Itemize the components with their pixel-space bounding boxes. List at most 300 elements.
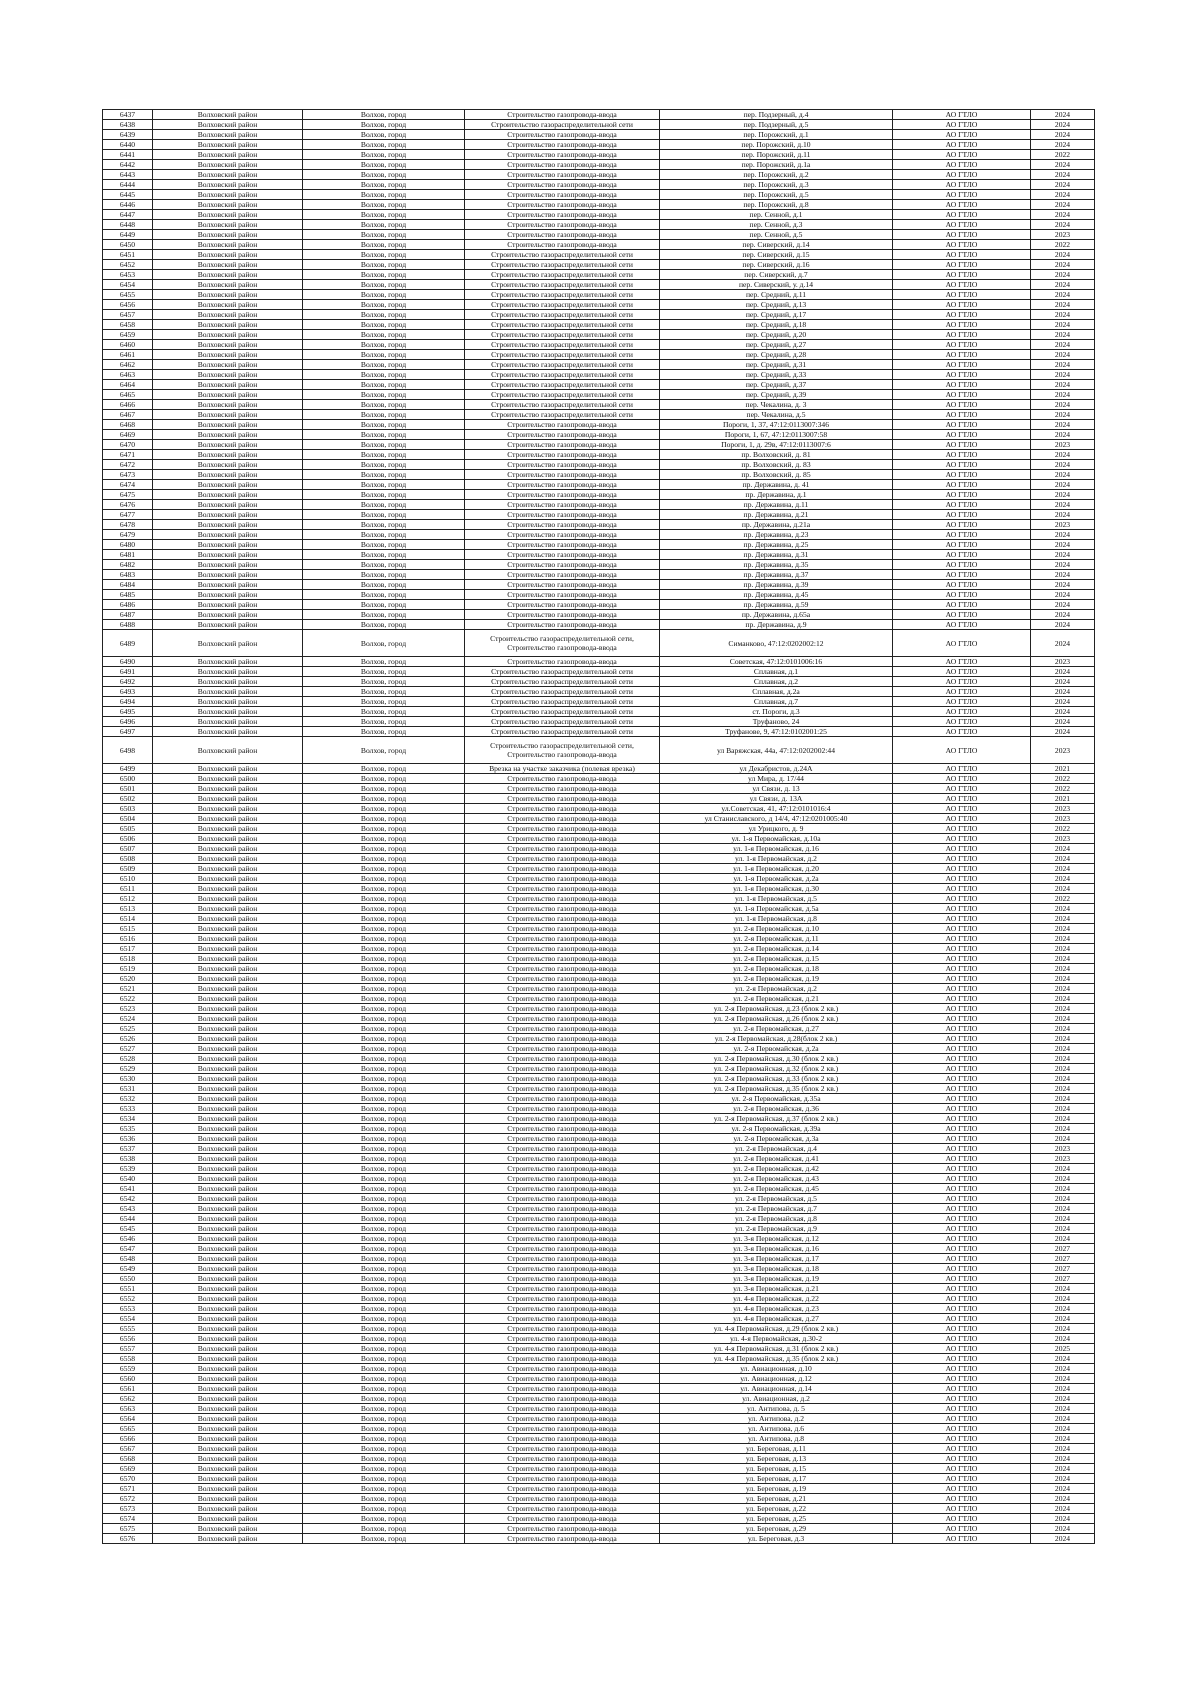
work-type-cell: Строительство газораспределительной сети [465, 717, 660, 727]
address-cell: ул. Авиационная, д.12 [660, 1374, 893, 1384]
work-type-cell: Строительство газопровода-ввода [465, 1114, 660, 1124]
contractor-cell: АО ГТЛО [893, 814, 1031, 824]
address-cell: ул. 2-я Первомайская, д.30 (блок 2 кв.) [660, 1054, 893, 1064]
year-cell: 2024 [1031, 1224, 1095, 1234]
work-type-cell: Строительство газопровода-ввода [465, 560, 660, 570]
locality-cell: Волхов, город [303, 864, 465, 874]
table-row [103, 1504, 1095, 1514]
table-row [103, 400, 1095, 410]
contractor-cell: АО ГТЛО [893, 717, 1031, 727]
work-type-cell: Строительство газопровода-ввода [465, 1534, 660, 1544]
locality-cell: Волхов, город [303, 974, 465, 984]
table-row [103, 1444, 1095, 1454]
district-cell: Волховский район [153, 1174, 303, 1184]
locality-cell: Волхов, город [303, 784, 465, 794]
year-cell: 2024 [1031, 350, 1095, 360]
address-cell: ул. 2-я Первомайская, д.39а [660, 1124, 893, 1134]
year-cell: 2024 [1031, 580, 1095, 590]
table-row [103, 964, 1095, 974]
row-number-cell: 6442 [103, 160, 153, 170]
district-cell: Волховский район [153, 1004, 303, 1014]
table-row [103, 824, 1095, 834]
locality-cell: Волхов, город [303, 1254, 465, 1264]
table-row [103, 924, 1095, 934]
table-row [103, 1534, 1095, 1544]
address-cell: ул. 1-я Первомайская, д.5а [660, 904, 893, 914]
address-cell: пр. Державина, д.45 [660, 590, 893, 600]
year-cell: 2024 [1031, 1174, 1095, 1184]
work-type-cell: Строительство газораспределительной сети [465, 707, 660, 717]
table-row [103, 130, 1095, 140]
year-cell: 2024 [1031, 1194, 1095, 1204]
contractor-cell: АО ГТЛО [893, 500, 1031, 510]
contractor-cell: АО ГТЛО [893, 450, 1031, 460]
address-cell: ул. Авиационная, д.2 [660, 1394, 893, 1404]
district-cell: Волховский район [153, 410, 303, 420]
table-row [103, 1104, 1095, 1114]
district-cell: Волховский район [153, 904, 303, 914]
locality-cell: Волхов, город [303, 1284, 465, 1294]
year-cell: 2024 [1031, 1044, 1095, 1054]
district-cell: Волховский район [153, 1294, 303, 1304]
table-row [103, 520, 1095, 530]
work-type-cell: Строительство газопровода-ввода [465, 140, 660, 150]
district-cell: Волховский район [153, 240, 303, 250]
table-row [103, 844, 1095, 854]
locality-cell: Волхов, город [303, 844, 465, 854]
address-cell: ул. 4-я Первомайская, д.23 [660, 1304, 893, 1314]
district-cell: Волховский район [153, 1264, 303, 1274]
address-cell: пр. Державина, д.65а [660, 610, 893, 620]
year-cell: 2023 [1031, 230, 1095, 240]
contractor-cell: АО ГТЛО [893, 630, 1031, 657]
table-row [103, 410, 1095, 420]
work-type-cell: Строительство газопровода-ввода [465, 1024, 660, 1034]
row-number-cell: 6456 [103, 300, 153, 310]
year-cell: 2024 [1031, 1234, 1095, 1244]
contractor-cell: АО ГТЛО [893, 1534, 1031, 1544]
work-type-cell: Строительство газопровода-ввода [465, 1324, 660, 1334]
district-cell: Волховский район [153, 380, 303, 390]
district-cell: Волховский район [153, 510, 303, 520]
table-row [103, 500, 1095, 510]
year-cell: 2024 [1031, 120, 1095, 130]
district-cell: Волховский район [153, 1334, 303, 1344]
district-cell: Волховский район [153, 677, 303, 687]
row-number-cell: 6518 [103, 954, 153, 964]
row-number-cell: 6570 [103, 1474, 153, 1484]
address-cell: ул. 2-я Первомайская, д.28(блок 2 кв.) [660, 1034, 893, 1044]
year-cell: 2022 [1031, 774, 1095, 784]
row-number-cell: 6458 [103, 320, 153, 330]
table-row [103, 707, 1095, 717]
contractor-cell: АО ГТЛО [893, 1374, 1031, 1384]
contractor-cell: АО ГТЛО [893, 190, 1031, 200]
contractor-cell: АО ГТЛО [893, 1344, 1031, 1354]
table-row [103, 1054, 1095, 1064]
district-cell: Волховский район [153, 390, 303, 400]
contractor-cell: АО ГТЛО [893, 864, 1031, 874]
work-type-cell: Строительство газопровода-ввода [465, 1314, 660, 1324]
row-number-cell: 6543 [103, 1204, 153, 1214]
contractor-cell: АО ГТЛО [893, 420, 1031, 430]
district-cell: Волховский район [153, 1224, 303, 1234]
address-cell: пер. Средний, д.33 [660, 370, 893, 380]
contractor-cell: АО ГТЛО [893, 1184, 1031, 1194]
contractor-cell: АО ГТЛО [893, 1084, 1031, 1094]
work-type-cell: Строительство газопровода-ввода [465, 784, 660, 794]
table-row [103, 380, 1095, 390]
contractor-cell: АО ГТЛО [893, 1264, 1031, 1274]
address-cell: пер. Порожский, д.1а [660, 160, 893, 170]
address-cell: пр. Державина, д.21 [660, 510, 893, 520]
locality-cell: Волхов, город [303, 370, 465, 380]
table-row [103, 1384, 1095, 1394]
locality-cell: Волхов, город [303, 1424, 465, 1434]
locality-cell: Волхов, город [303, 180, 465, 190]
contractor-cell: АО ГТЛО [893, 1004, 1031, 1014]
contractor-cell: АО ГТЛО [893, 944, 1031, 954]
district-cell: Волховский район [153, 844, 303, 854]
table-row [103, 914, 1095, 924]
row-number-cell: 6542 [103, 1194, 153, 1204]
year-cell: 2024 [1031, 590, 1095, 600]
work-type-cell: Строительство газопровода-ввода [465, 914, 660, 924]
table-row [103, 310, 1095, 320]
year-cell: 2022 [1031, 784, 1095, 794]
district-cell: Волховский район [153, 450, 303, 460]
work-type-cell: Строительство газопровода-ввода [465, 1084, 660, 1094]
contractor-cell: АО ГТЛО [893, 1324, 1031, 1334]
contractor-cell: АО ГТЛО [893, 510, 1031, 520]
year-cell: 2024 [1031, 320, 1095, 330]
address-cell: пр. Державина, д.31 [660, 550, 893, 560]
row-number-cell: 6459 [103, 330, 153, 340]
row-number-cell: 6546 [103, 1234, 153, 1244]
year-cell: 2024 [1031, 300, 1095, 310]
district-cell: Волховский район [153, 610, 303, 620]
address-cell: пер. Порожский, д.8 [660, 200, 893, 210]
table-row [103, 270, 1095, 280]
contractor-cell: АО ГТЛО [893, 250, 1031, 260]
district-cell: Волховский район [153, 994, 303, 1004]
address-cell: ул. 2-я Первомайская, д.14 [660, 944, 893, 954]
year-cell: 2024 [1031, 1524, 1095, 1534]
contractor-cell: АО ГТЛО [893, 1044, 1031, 1054]
table-row [103, 1184, 1095, 1194]
row-number-cell: 6454 [103, 280, 153, 290]
district-cell: Волховский район [153, 784, 303, 794]
table-row [103, 667, 1095, 677]
address-cell: ул. 4-я Первомайская, д.29 (блок 2 кв.) [660, 1324, 893, 1334]
address-cell: пер. Средний, д.27 [660, 340, 893, 350]
work-type-cell: Строительство газопровода-ввода [465, 1004, 660, 1014]
table-row [103, 1084, 1095, 1094]
district-cell: Волховский район [153, 1254, 303, 1264]
locality-cell: Волхов, город [303, 677, 465, 687]
table-row [103, 1134, 1095, 1144]
table-row [103, 1484, 1095, 1494]
row-number-cell: 6464 [103, 380, 153, 390]
contractor-cell: АО ГТЛО [893, 430, 1031, 440]
row-number-cell: 6467 [103, 410, 153, 420]
address-cell: пер. Сиверский, у. д.14 [660, 280, 893, 290]
address-cell: ул. 1-я Первомайская, д.20 [660, 864, 893, 874]
table-row [103, 774, 1095, 784]
address-cell: ул. 2-я Первомайская, д.43 [660, 1174, 893, 1184]
address-cell: ул. 2-я Первомайская, д.3а [660, 1134, 893, 1144]
district-cell: Волховский район [153, 250, 303, 260]
table-row [103, 1494, 1095, 1504]
address-cell: Советская, 47:12:0101006:16 [660, 657, 893, 667]
locality-cell: Волхов, город [303, 490, 465, 500]
contractor-cell: АО ГТЛО [893, 490, 1031, 500]
district-cell: Волховский район [153, 1064, 303, 1074]
contractor-cell: АО ГТЛО [893, 140, 1031, 150]
contractor-cell: АО ГТЛО [893, 540, 1031, 550]
contractor-cell: АО ГТЛО [893, 764, 1031, 774]
district-cell: Волховский район [153, 230, 303, 240]
address-cell: пр. Державина, д.59 [660, 600, 893, 610]
contractor-cell: АО ГТЛО [893, 1484, 1031, 1494]
locality-cell: Волхов, город [303, 420, 465, 430]
year-cell: 2024 [1031, 1424, 1095, 1434]
locality-cell: Волхов, город [303, 954, 465, 964]
address-cell: пр. Державина, д.1 [660, 490, 893, 500]
address-cell: пер. Чекалина, д.5 [660, 410, 893, 420]
locality-cell: Волхов, город [303, 894, 465, 904]
work-type-cell: Строительство газопровода-ввода [465, 657, 660, 667]
work-type-cell: Строительство газораспределительной сети [465, 120, 660, 130]
year-cell: 2024 [1031, 510, 1095, 520]
work-type-cell: Строительство газораспределительной сети [465, 320, 660, 330]
table-row [103, 1474, 1095, 1484]
district-cell: Волховский район [153, 1234, 303, 1244]
table-row [103, 1454, 1095, 1464]
year-cell: 2024 [1031, 854, 1095, 864]
address-cell: пр. Волховский, д. 85 [660, 470, 893, 480]
row-number-cell: 6440 [103, 140, 153, 150]
year-cell: 2024 [1031, 707, 1095, 717]
address-cell: ул. Береговая, д.15 [660, 1464, 893, 1474]
district-cell: Волховский район [153, 430, 303, 440]
year-cell: 2024 [1031, 360, 1095, 370]
address-cell: ул Мира, д. 17/44 [660, 774, 893, 784]
year-cell: 2024 [1031, 620, 1095, 630]
row-number-cell: 6473 [103, 470, 153, 480]
district-cell: Волховский район [153, 1484, 303, 1494]
district-cell: Волховский район [153, 1244, 303, 1254]
row-number-cell: 6450 [103, 240, 153, 250]
year-cell: 2023 [1031, 520, 1095, 530]
address-cell: ул. 3-я Первомайская, д.18 [660, 1264, 893, 1274]
contractor-cell: АО ГТЛО [893, 1214, 1031, 1224]
row-number-cell: 6479 [103, 530, 153, 540]
locality-cell: Волхов, город [303, 1494, 465, 1504]
row-number-cell: 6500 [103, 774, 153, 784]
locality-cell: Волхов, город [303, 230, 465, 240]
locality-cell: Волхов, город [303, 1204, 465, 1214]
row-number-cell: 6472 [103, 460, 153, 470]
district-cell: Волховский район [153, 924, 303, 934]
address-cell: ул. 2-я Первомайская, д.23 (блок 2 кв.) [660, 1004, 893, 1014]
contractor-cell: АО ГТЛО [893, 620, 1031, 630]
work-type-cell: Строительство газопровода-ввода [465, 550, 660, 560]
row-number-cell: 6558 [103, 1354, 153, 1364]
contractor-cell: АО ГТЛО [893, 440, 1031, 450]
year-cell: 2021 [1031, 764, 1095, 774]
year-cell: 2024 [1031, 717, 1095, 727]
work-type-cell: Строительство газопровода-ввода [465, 520, 660, 530]
contractor-cell: АО ГТЛО [893, 1234, 1031, 1244]
row-number-cell: 6483 [103, 570, 153, 580]
work-type-cell: Строительство газопровода-ввода [465, 1144, 660, 1154]
row-number-cell: 6513 [103, 904, 153, 914]
address-cell: ул. Береговая, д.22 [660, 1504, 893, 1514]
address-cell: ст. Пороги, д.3 [660, 707, 893, 717]
row-number-cell: 6560 [103, 1374, 153, 1384]
table-row [103, 430, 1095, 440]
contractor-cell: АО ГТЛО [893, 1434, 1031, 1444]
year-cell: 2024 [1031, 1374, 1095, 1384]
district-cell: Волховский район [153, 120, 303, 130]
address-cell: Труфановo, 24 [660, 717, 893, 727]
locality-cell: Волхов, город [303, 687, 465, 697]
work-type-cell: Строительство газопровода-ввода [465, 1334, 660, 1344]
row-number-cell: 6538 [103, 1154, 153, 1164]
work-type-cell: Строительство газопровода-ввода [465, 1394, 660, 1404]
locality-cell: Волхов, город [303, 904, 465, 914]
row-number-cell: 6485 [103, 590, 153, 600]
district-cell: Волховский район [153, 180, 303, 190]
work-type-cell: Строительство газораспределительной сети [465, 250, 660, 260]
row-number-cell: 6549 [103, 1264, 153, 1274]
locality-cell: Волхов, город [303, 1144, 465, 1154]
year-cell: 2024 [1031, 130, 1095, 140]
row-number-cell: 6569 [103, 1464, 153, 1474]
row-number-cell: 6491 [103, 667, 153, 677]
table-row [103, 727, 1095, 737]
contractor-cell: АО ГТЛО [893, 884, 1031, 894]
locality-cell: Волхов, город [303, 110, 465, 120]
year-cell: 2024 [1031, 250, 1095, 260]
year-cell: 2024 [1031, 1184, 1095, 1194]
table-row [103, 1464, 1095, 1474]
district-cell: Волховский район [153, 1204, 303, 1214]
year-cell: 2024 [1031, 140, 1095, 150]
district-cell: Волховский район [153, 1394, 303, 1404]
locality-cell: Волхов, город [303, 657, 465, 667]
district-cell: Волховский район [153, 1514, 303, 1524]
contractor-cell: АО ГТЛО [893, 1444, 1031, 1454]
work-type-cell: Строительство газопровода-ввода [465, 1184, 660, 1194]
row-number-cell: 6495 [103, 707, 153, 717]
row-number-cell: 6455 [103, 290, 153, 300]
row-number-cell: 6447 [103, 210, 153, 220]
address-cell: ул. 2-я Первомайская, д.5 [660, 1194, 893, 1204]
row-number-cell: 6475 [103, 490, 153, 500]
year-cell: 2021 [1031, 794, 1095, 804]
locality-cell: Волхов, город [303, 1244, 465, 1254]
contractor-cell: АО ГТЛО [893, 1074, 1031, 1084]
year-cell: 2024 [1031, 480, 1095, 490]
locality-cell: Волхов, город [303, 410, 465, 420]
year-cell: 2024 [1031, 330, 1095, 340]
table-row [103, 1264, 1095, 1274]
district-cell: Волховский район [153, 160, 303, 170]
table-row [103, 1344, 1095, 1354]
year-cell: 2024 [1031, 1054, 1095, 1064]
address-cell: ул. 2-я Первомайская, д.15 [660, 954, 893, 964]
address-cell: пр. Державина, д.11 [660, 500, 893, 510]
address-cell: ул. 1-я Первомайская, д.30 [660, 884, 893, 894]
row-number-cell: 6471 [103, 450, 153, 460]
table-row [103, 260, 1095, 270]
year-cell: 2024 [1031, 370, 1095, 380]
contractor-cell: АО ГТЛО [893, 280, 1031, 290]
row-number-cell: 6527 [103, 1044, 153, 1054]
table-row [103, 954, 1095, 964]
address-cell: ул. 3-я Первомайская, д.17 [660, 1254, 893, 1264]
work-type-cell: Строительство газопровода-ввода [465, 844, 660, 854]
district-cell: Волховский район [153, 300, 303, 310]
year-cell: 2024 [1031, 1394, 1095, 1404]
address-cell: ул. 2-я Первомайская, д.26 (блок 2 кв.) [660, 1014, 893, 1024]
address-cell: Труфанове, 9, 47:12:0102001:25 [660, 727, 893, 737]
contractor-cell: АО ГТЛО [893, 1204, 1031, 1214]
table-row [103, 1144, 1095, 1154]
row-number-cell: 6505 [103, 824, 153, 834]
contractor-cell: АО ГТЛО [893, 1284, 1031, 1294]
year-cell: 2023 [1031, 814, 1095, 824]
year-cell: 2024 [1031, 1334, 1095, 1344]
work-type-cell: Строительство газопровода-ввода [465, 590, 660, 600]
year-cell: 2024 [1031, 1514, 1095, 1524]
year-cell: 2024 [1031, 1004, 1095, 1014]
district-cell: Волховский район [153, 1154, 303, 1164]
year-cell: 2024 [1031, 1084, 1095, 1094]
work-type-cell: Строительство газопровода-ввода [465, 864, 660, 874]
district-cell: Волховский район [153, 320, 303, 330]
year-cell: 2027 [1031, 1274, 1095, 1284]
table-row [103, 610, 1095, 620]
district-cell: Волховский район [153, 687, 303, 697]
year-cell: 2024 [1031, 310, 1095, 320]
address-cell: ул. 2-я Первомайская, д.32 (блок 2 кв.) [660, 1064, 893, 1074]
year-cell: 2024 [1031, 490, 1095, 500]
work-type-cell: Строительство газопровода-ввода [465, 1424, 660, 1434]
locality-cell: Волхов, город [303, 1114, 465, 1124]
year-cell: 2024 [1031, 1484, 1095, 1494]
row-number-cell: 6482 [103, 560, 153, 570]
district-cell: Волховский район [153, 1144, 303, 1154]
locality-cell: Волхов, город [303, 717, 465, 727]
locality-cell: Волхов, город [303, 1074, 465, 1084]
table-row [103, 330, 1095, 340]
district-cell: Волховский район [153, 1494, 303, 1504]
contractor-cell: АО ГТЛО [893, 1194, 1031, 1204]
table-row [103, 450, 1095, 460]
work-type-cell: Строительство газопровода-ввода [465, 470, 660, 480]
year-cell: 2024 [1031, 160, 1095, 170]
district-cell: Волховский район [153, 1354, 303, 1364]
year-cell: 2024 [1031, 540, 1095, 550]
year-cell: 2024 [1031, 450, 1095, 460]
address-cell: ул. 1-я Первомайская, д.2а [660, 874, 893, 884]
contractor-cell: АО ГТЛО [893, 984, 1031, 994]
table-row [103, 934, 1095, 944]
locality-cell: Волхов, город [303, 764, 465, 774]
